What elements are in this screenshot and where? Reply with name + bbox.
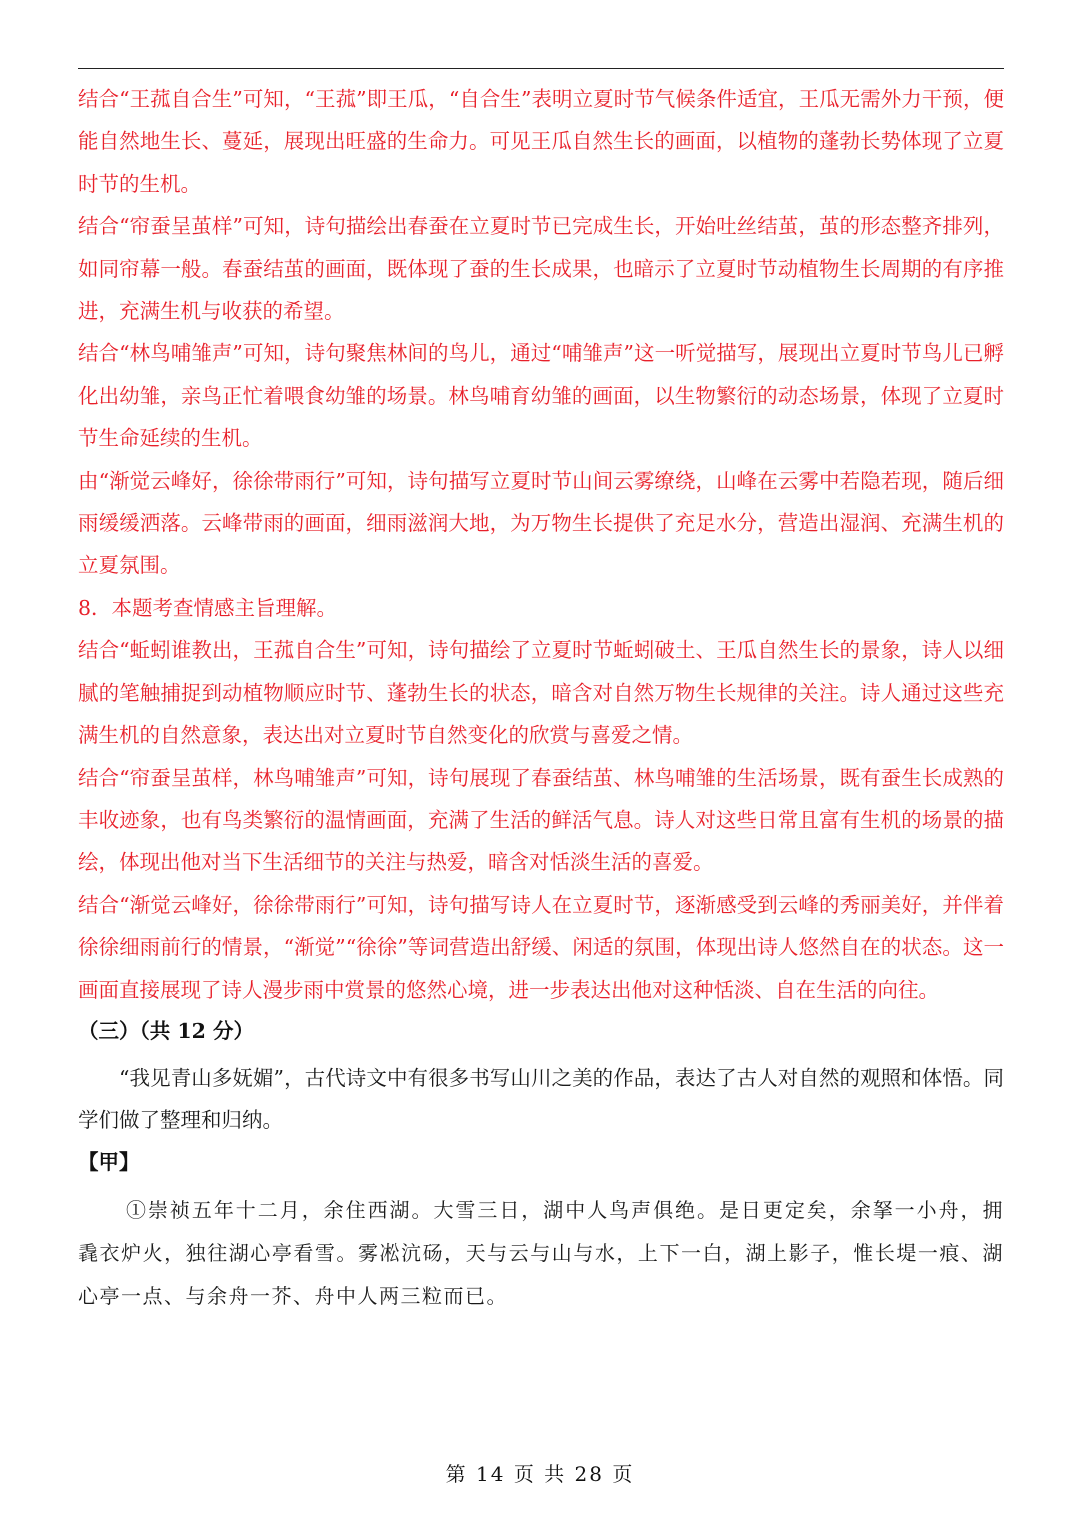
page-number-footer: 第 14 页 共 28 页 [445, 1462, 635, 1486]
passage-label-jia: 【甲】 [78, 1149, 140, 1174]
q8-paragraph-3: 结合“渐觉云峰好，徐徐带雨行”可知，诗句描写诗人在立夏时节，逐渐感受到云峰的秀丽美好，并伴着徐徐细雨前行的情景，“渐觉”“徐徐”等词营造出舒缓、闲适的氛围，体现出诗人悠然自在的状态。这一画面直接展现了诗人漫步雨中赏景的悠然心境，进一步表达出他对这种恬淡、自在生活的向往。 [78, 892, 1004, 1002]
section-3-title: （三）（共 12 分） [78, 1018, 255, 1043]
page-content [78, 78, 1004, 1318]
classical-passage: ①崇祯五年十二月，余住西湖。大雪三日，湖中人鸟声俱绝。是日更定矣，余拏一小舟，拥毳衣炉火，独往湖心亭看雪。雾凇沆砀，天与云与山与水，上下一白，湖上影子，惟长堤一痕、湖心亭一点、与余舟一芥、舟中人两三粒而已。 [78, 1197, 1004, 1308]
question-8-heading: 8．本题考查情感主旨理解。 [78, 595, 338, 620]
q8-paragraph-1: 结合“蚯蚓谁教出，王菰自合生”可知，诗句描绘了立夏时节蚯蚓破土、王瓜自然生长的景象，诗人以细腻的笔触捕捉到动植物顺应时节、蓬勃生长的状态，暗含对自然万物生长规律的关注。诗人通过这些充满生机的自然意象，表达出对立夏时节自然变化的欣赏与喜爱之情。 [78, 638, 1004, 748]
answer-paragraph-wanggua: 结合“王菰自合生”可知，“王菰”即王瓜，“自合生”表明立夏时节气候条件适宜，王瓜无需外力干预，便能自然地生长、蔓延，展现出旺盛的生命力。可见王瓜自然生长的画面，以植物的蓬勃长势体现了立夏时节的生机。 [78, 87, 1004, 196]
section-3-intro: “我见青山多妩媚”，古代诗文中有很多书写山川之美的作品，表达了古人对自然的观照和体悟。同学们做了整理和归纳。 [78, 1065, 1004, 1132]
header-rule [78, 68, 1004, 69]
answer-paragraph-liancan: 结合“帘蚕呈茧样”可知，诗句描绘出春蚕在立夏时节已完成生长，开始吐丝结茧，茧的形态整齐排列，如同帘幕一般。春蚕结茧的画面，既体现了蚕的生长成果，也暗示了立夏时节动植物生长周期的有序推进，充满生机与收获的希望。 [78, 214, 1004, 324]
answer-paragraph-yunfeng: 由“渐觉云峰好，徐徐带雨行”可知，诗句描写立夏时节山间云雾缭绕，山峰在云雾中若隐若现，随后细雨缓缓洒落。云峰带雨的画面，细雨滋润大地，为万物生长提供了充足水分，营造出湿润、充满生机的立夏氛围。 [78, 468, 1004, 578]
q8-paragraph-2: 结合“帘蚕呈茧样，林鸟哺雏声”可知，诗句展现了春蚕结茧、林鸟哺雏的生活场景，既有蚕生长成熟的丰收迹象，也有鸟类繁衍的温情画面，充满了生活的鲜活气息。诗人对这些日常且富有生机的场景的描绘，体现出他对当下生活细节的关注与热爱，暗含对恬淡生活的喜爱。 [78, 765, 1004, 875]
answer-paragraph-linniao: 结合“林鸟哺雏声”可知，诗句聚焦林间的鸟儿，通过“哺雏声”这一听觉描写，展现出立夏时节鸟儿已孵化出幼雏，亲鸟正忙着喂食幼雏的场景。林鸟哺育幼雏的画面，以生物繁衍的动态场景，体现了立夏时节生命延续的生机。 [78, 341, 1004, 451]
